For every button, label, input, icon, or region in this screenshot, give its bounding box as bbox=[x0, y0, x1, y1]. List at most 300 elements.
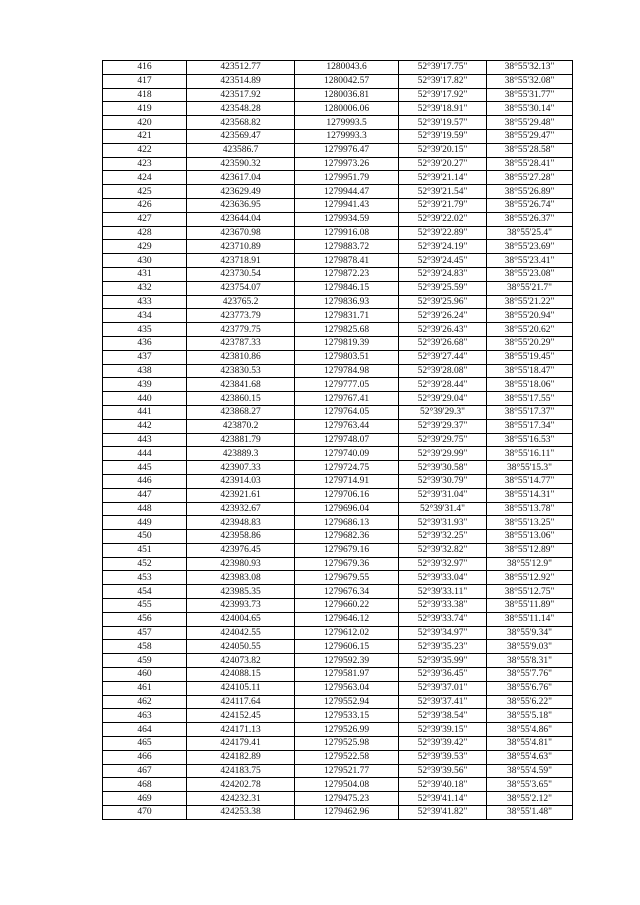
latitude-cell: 52°39'33.38" bbox=[399, 599, 487, 613]
point-number-cell: 445 bbox=[103, 461, 187, 475]
point-number-cell: 470 bbox=[103, 806, 187, 820]
latitude-cell: 52°39'39.56" bbox=[399, 764, 487, 778]
longitude-cell: 38°55'20.29" bbox=[487, 336, 573, 350]
longitude-cell: 38°55'4.86" bbox=[487, 723, 573, 737]
table-row bbox=[103, 571, 573, 585]
y-coordinate-cell: 1279552.94 bbox=[295, 695, 399, 709]
point-number-cell: 451 bbox=[103, 543, 187, 557]
x-coordinate-cell: 423773.79 bbox=[187, 309, 295, 323]
table-row bbox=[103, 295, 573, 309]
longitude-cell: 38°55'4.59" bbox=[487, 764, 573, 778]
latitude-cell: 52°39'25.59" bbox=[399, 281, 487, 295]
table-row bbox=[103, 502, 573, 516]
latitude-cell: 52°39'41.14" bbox=[399, 792, 487, 806]
longitude-cell: 38°55'12.9" bbox=[487, 557, 573, 571]
table-row bbox=[103, 557, 573, 571]
x-coordinate-cell: 424050.55 bbox=[187, 640, 295, 654]
point-number-cell: 435 bbox=[103, 323, 187, 337]
y-coordinate-cell: 1279993.3 bbox=[295, 129, 399, 143]
coordinates-table bbox=[102, 60, 573, 820]
table-row bbox=[103, 461, 573, 475]
point-number-cell: 441 bbox=[103, 405, 187, 419]
table-row bbox=[103, 419, 573, 433]
longitude-cell: 38°55'14.31" bbox=[487, 488, 573, 502]
point-number-cell: 429 bbox=[103, 240, 187, 254]
longitude-cell: 38°55'5.18" bbox=[487, 709, 573, 723]
table-row bbox=[103, 281, 573, 295]
latitude-cell: 52°39'29.37" bbox=[399, 419, 487, 433]
x-coordinate-cell: 423765.2 bbox=[187, 295, 295, 309]
y-coordinate-cell: 1279883.72 bbox=[295, 240, 399, 254]
point-number-cell: 423 bbox=[103, 157, 187, 171]
table-row bbox=[103, 116, 573, 130]
y-coordinate-cell: 1279679.16 bbox=[295, 543, 399, 557]
table-row bbox=[103, 516, 573, 530]
latitude-cell: 52°39'27.44" bbox=[399, 350, 487, 364]
longitude-cell: 38°55'12.89" bbox=[487, 543, 573, 557]
y-coordinate-cell: 1280036.81 bbox=[295, 88, 399, 102]
longitude-cell: 38°55'16.11" bbox=[487, 447, 573, 461]
longitude-cell: 38°55'17.34" bbox=[487, 419, 573, 433]
longitude-cell: 38°55'20.94" bbox=[487, 309, 573, 323]
table-row bbox=[103, 240, 573, 254]
longitude-cell: 38°55'9.03" bbox=[487, 640, 573, 654]
table-row bbox=[103, 764, 573, 778]
latitude-cell: 52°39'29.99" bbox=[399, 447, 487, 461]
latitude-cell: 52°39'19.59" bbox=[399, 129, 487, 143]
table-row bbox=[103, 336, 573, 350]
point-number-cell: 461 bbox=[103, 681, 187, 695]
y-coordinate-cell: 1279533.15 bbox=[295, 709, 399, 723]
x-coordinate-cell: 423718.91 bbox=[187, 254, 295, 268]
x-coordinate-cell: 423841.68 bbox=[187, 378, 295, 392]
y-coordinate-cell: 1279872.23 bbox=[295, 267, 399, 281]
x-coordinate-cell: 423993.73 bbox=[187, 599, 295, 613]
longitude-cell: 38°55'26.37" bbox=[487, 212, 573, 226]
longitude-cell: 38°55'30.14" bbox=[487, 102, 573, 116]
longitude-cell: 38°55'26.89" bbox=[487, 185, 573, 199]
longitude-cell: 38°55'21.22" bbox=[487, 295, 573, 309]
y-coordinate-cell: 1279526.99 bbox=[295, 723, 399, 737]
y-coordinate-cell: 1279606.15 bbox=[295, 640, 399, 654]
longitude-cell: 38°55'31.77" bbox=[487, 88, 573, 102]
longitude-cell: 38°55'15.3" bbox=[487, 461, 573, 475]
longitude-cell: 38°55'4.81" bbox=[487, 737, 573, 751]
point-number-cell: 431 bbox=[103, 267, 187, 281]
y-coordinate-cell: 1279522.58 bbox=[295, 750, 399, 764]
longitude-cell: 38°55'26.74" bbox=[487, 198, 573, 212]
point-number-cell: 467 bbox=[103, 764, 187, 778]
table-row bbox=[103, 212, 573, 226]
point-number-cell: 459 bbox=[103, 654, 187, 668]
table-row bbox=[103, 61, 573, 75]
y-coordinate-cell: 1279462.96 bbox=[295, 806, 399, 820]
x-coordinate-cell: 424073.82 bbox=[187, 654, 295, 668]
point-number-cell: 458 bbox=[103, 640, 187, 654]
table-row bbox=[103, 778, 573, 792]
x-coordinate-cell: 423980.93 bbox=[187, 557, 295, 571]
longitude-cell: 38°55'1.48" bbox=[487, 806, 573, 820]
point-number-cell: 457 bbox=[103, 626, 187, 640]
latitude-cell: 52°39'29.04" bbox=[399, 392, 487, 406]
x-coordinate-cell: 424004.65 bbox=[187, 612, 295, 626]
longitude-cell: 38°55'13.78" bbox=[487, 502, 573, 516]
x-coordinate-cell: 423870.2 bbox=[187, 419, 295, 433]
y-coordinate-cell: 1279944.47 bbox=[295, 185, 399, 199]
table-row bbox=[103, 323, 573, 337]
x-coordinate-cell: 423860.15 bbox=[187, 392, 295, 406]
latitude-cell: 52°39'40.18" bbox=[399, 778, 487, 792]
point-number-cell: 436 bbox=[103, 336, 187, 350]
y-coordinate-cell: 1279696.04 bbox=[295, 502, 399, 516]
y-coordinate-cell: 1280006.06 bbox=[295, 102, 399, 116]
point-number-cell: 463 bbox=[103, 709, 187, 723]
longitude-cell: 38°55'20.62" bbox=[487, 323, 573, 337]
x-coordinate-cell: 423548.28 bbox=[187, 102, 295, 116]
y-coordinate-cell: 1279836.93 bbox=[295, 295, 399, 309]
latitude-cell: 52°39'20.27" bbox=[399, 157, 487, 171]
table-row bbox=[103, 681, 573, 695]
longitude-cell: 38°55'23.41" bbox=[487, 254, 573, 268]
table-row bbox=[103, 599, 573, 613]
table-row bbox=[103, 474, 573, 488]
y-coordinate-cell: 1279646.12 bbox=[295, 612, 399, 626]
x-coordinate-cell: 423590.32 bbox=[187, 157, 295, 171]
latitude-cell: 52°39'38.54" bbox=[399, 709, 487, 723]
point-number-cell: 434 bbox=[103, 309, 187, 323]
y-coordinate-cell: 1280043.6 bbox=[295, 61, 399, 75]
longitude-cell: 38°55'13.06" bbox=[487, 530, 573, 544]
point-number-cell: 439 bbox=[103, 378, 187, 392]
point-number-cell: 432 bbox=[103, 281, 187, 295]
x-coordinate-cell: 424088.15 bbox=[187, 668, 295, 682]
y-coordinate-cell: 1279563.04 bbox=[295, 681, 399, 695]
point-number-cell: 426 bbox=[103, 198, 187, 212]
latitude-cell: 52°39'37.01" bbox=[399, 681, 487, 695]
x-coordinate-cell: 423958.86 bbox=[187, 530, 295, 544]
point-number-cell: 456 bbox=[103, 612, 187, 626]
latitude-cell: 52°39'24.19" bbox=[399, 240, 487, 254]
y-coordinate-cell: 1279777.05 bbox=[295, 378, 399, 392]
x-coordinate-cell: 423983.08 bbox=[187, 571, 295, 585]
longitude-cell: 38°55'29.48" bbox=[487, 116, 573, 130]
x-coordinate-cell: 423810.86 bbox=[187, 350, 295, 364]
longitude-cell: 38°55'17.55" bbox=[487, 392, 573, 406]
longitude-cell: 38°55'29.47" bbox=[487, 129, 573, 143]
x-coordinate-cell: 424183.75 bbox=[187, 764, 295, 778]
latitude-cell: 52°39'21.79" bbox=[399, 198, 487, 212]
table-row bbox=[103, 612, 573, 626]
table-row bbox=[103, 723, 573, 737]
point-number-cell: 464 bbox=[103, 723, 187, 737]
latitude-cell: 52°39'22.02" bbox=[399, 212, 487, 226]
y-coordinate-cell: 1279581.97 bbox=[295, 668, 399, 682]
table-row bbox=[103, 792, 573, 806]
latitude-cell: 52°39'20.15" bbox=[399, 143, 487, 157]
y-coordinate-cell: 1279764.05 bbox=[295, 405, 399, 419]
point-number-cell: 418 bbox=[103, 88, 187, 102]
latitude-cell: 52°39'22.89" bbox=[399, 226, 487, 240]
longitude-cell: 38°55'32.13" bbox=[487, 61, 573, 75]
x-coordinate-cell: 423636.95 bbox=[187, 198, 295, 212]
table-row bbox=[103, 226, 573, 240]
longitude-cell: 38°55'6.22" bbox=[487, 695, 573, 709]
y-coordinate-cell: 1279846.15 bbox=[295, 281, 399, 295]
x-coordinate-cell: 424105.11 bbox=[187, 681, 295, 695]
y-coordinate-cell: 1279784.98 bbox=[295, 364, 399, 378]
table-row bbox=[103, 88, 573, 102]
x-coordinate-cell: 423514.89 bbox=[187, 74, 295, 88]
latitude-cell: 52°39'35.23" bbox=[399, 640, 487, 654]
y-coordinate-cell: 1279916.08 bbox=[295, 226, 399, 240]
table-row bbox=[103, 737, 573, 751]
longitude-cell: 38°55'25.4" bbox=[487, 226, 573, 240]
table-row bbox=[103, 585, 573, 599]
latitude-cell: 52°39'37.41" bbox=[399, 695, 487, 709]
x-coordinate-cell: 423948.83 bbox=[187, 516, 295, 530]
point-number-cell: 416 bbox=[103, 61, 187, 75]
coordinates-table-body bbox=[103, 61, 573, 820]
y-coordinate-cell: 1280042.57 bbox=[295, 74, 399, 88]
point-number-cell: 452 bbox=[103, 557, 187, 571]
x-coordinate-cell: 423754.07 bbox=[187, 281, 295, 295]
point-number-cell: 417 bbox=[103, 74, 187, 88]
longitude-cell: 38°55'32.08" bbox=[487, 74, 573, 88]
y-coordinate-cell: 1279740.09 bbox=[295, 447, 399, 461]
point-number-cell: 468 bbox=[103, 778, 187, 792]
table-row bbox=[103, 392, 573, 406]
longitude-cell: 38°55'6.76" bbox=[487, 681, 573, 695]
table-row bbox=[103, 309, 573, 323]
latitude-cell: 52°39'34.97" bbox=[399, 626, 487, 640]
point-number-cell: 419 bbox=[103, 102, 187, 116]
table-row bbox=[103, 198, 573, 212]
x-coordinate-cell: 424117.64 bbox=[187, 695, 295, 709]
table-row bbox=[103, 530, 573, 544]
point-number-cell: 448 bbox=[103, 502, 187, 516]
x-coordinate-cell: 423985.35 bbox=[187, 585, 295, 599]
point-number-cell: 446 bbox=[103, 474, 187, 488]
y-coordinate-cell: 1279767.41 bbox=[295, 392, 399, 406]
y-coordinate-cell: 1279592.39 bbox=[295, 654, 399, 668]
x-coordinate-cell: 423868.27 bbox=[187, 405, 295, 419]
table-row bbox=[103, 378, 573, 392]
table-row bbox=[103, 185, 573, 199]
latitude-cell: 52°39'26.43" bbox=[399, 323, 487, 337]
latitude-cell: 52°39'41.82" bbox=[399, 806, 487, 820]
x-coordinate-cell: 423512.77 bbox=[187, 61, 295, 75]
longitude-cell: 38°55'11.89" bbox=[487, 599, 573, 613]
x-coordinate-cell: 423779.75 bbox=[187, 323, 295, 337]
point-number-cell: 420 bbox=[103, 116, 187, 130]
point-number-cell: 437 bbox=[103, 350, 187, 364]
latitude-cell: 52°39'32.97" bbox=[399, 557, 487, 571]
y-coordinate-cell: 1279748.07 bbox=[295, 433, 399, 447]
table-row bbox=[103, 543, 573, 557]
table-row bbox=[103, 654, 573, 668]
table-row bbox=[103, 129, 573, 143]
point-number-cell: 428 bbox=[103, 226, 187, 240]
longitude-cell: 38°55'18.47" bbox=[487, 364, 573, 378]
point-number-cell: 453 bbox=[103, 571, 187, 585]
table-row bbox=[103, 267, 573, 281]
x-coordinate-cell: 423586.7 bbox=[187, 143, 295, 157]
latitude-cell: 52°39'39.15" bbox=[399, 723, 487, 737]
latitude-cell: 52°39'18.91" bbox=[399, 102, 487, 116]
table-row bbox=[103, 640, 573, 654]
y-coordinate-cell: 1279521.77 bbox=[295, 764, 399, 778]
latitude-cell: 52°39'29.3" bbox=[399, 405, 487, 419]
y-coordinate-cell: 1279951.79 bbox=[295, 171, 399, 185]
y-coordinate-cell: 1279973.26 bbox=[295, 157, 399, 171]
table-row bbox=[103, 405, 573, 419]
longitude-cell: 38°55'18.06" bbox=[487, 378, 573, 392]
table-row bbox=[103, 695, 573, 709]
point-number-cell: 433 bbox=[103, 295, 187, 309]
longitude-cell: 38°55'27.28" bbox=[487, 171, 573, 185]
point-number-cell: 425 bbox=[103, 185, 187, 199]
y-coordinate-cell: 1279676.34 bbox=[295, 585, 399, 599]
latitude-cell: 52°39'31.04" bbox=[399, 488, 487, 502]
point-number-cell: 466 bbox=[103, 750, 187, 764]
y-coordinate-cell: 1279724.75 bbox=[295, 461, 399, 475]
latitude-cell: 52°39'26.24" bbox=[399, 309, 487, 323]
x-coordinate-cell: 424179.41 bbox=[187, 737, 295, 751]
table-row bbox=[103, 806, 573, 820]
x-coordinate-cell: 423517.92 bbox=[187, 88, 295, 102]
point-number-cell: 424 bbox=[103, 171, 187, 185]
x-coordinate-cell: 424253.38 bbox=[187, 806, 295, 820]
x-coordinate-cell: 423830.53 bbox=[187, 364, 295, 378]
y-coordinate-cell: 1279682.36 bbox=[295, 530, 399, 544]
x-coordinate-cell: 423617.04 bbox=[187, 171, 295, 185]
point-number-cell: 440 bbox=[103, 392, 187, 406]
table-row bbox=[103, 709, 573, 723]
y-coordinate-cell: 1279934.59 bbox=[295, 212, 399, 226]
x-coordinate-cell: 424152.45 bbox=[187, 709, 295, 723]
longitude-cell: 38°55'7.76" bbox=[487, 668, 573, 682]
y-coordinate-cell: 1279686.13 bbox=[295, 516, 399, 530]
table-row bbox=[103, 433, 573, 447]
table-row bbox=[103, 157, 573, 171]
y-coordinate-cell: 1279819.39 bbox=[295, 336, 399, 350]
y-coordinate-cell: 1279475.23 bbox=[295, 792, 399, 806]
y-coordinate-cell: 1279825.68 bbox=[295, 323, 399, 337]
latitude-cell: 52°39'31.4" bbox=[399, 502, 487, 516]
y-coordinate-cell: 1279612.02 bbox=[295, 626, 399, 640]
x-coordinate-cell: 423907.33 bbox=[187, 461, 295, 475]
y-coordinate-cell: 1279525.98 bbox=[295, 737, 399, 751]
latitude-cell: 52°39'39.53" bbox=[399, 750, 487, 764]
y-coordinate-cell: 1279714.91 bbox=[295, 474, 399, 488]
point-number-cell: 465 bbox=[103, 737, 187, 751]
latitude-cell: 52°39'29.75" bbox=[399, 433, 487, 447]
table-row bbox=[103, 626, 573, 640]
longitude-cell: 38°55'4.63" bbox=[487, 750, 573, 764]
y-coordinate-cell: 1279941.43 bbox=[295, 198, 399, 212]
point-number-cell: 438 bbox=[103, 364, 187, 378]
y-coordinate-cell: 1279803.51 bbox=[295, 350, 399, 364]
y-coordinate-cell: 1279993.5 bbox=[295, 116, 399, 130]
point-number-cell: 442 bbox=[103, 419, 187, 433]
latitude-cell: 52°39'39.42" bbox=[399, 737, 487, 751]
longitude-cell: 38°55'23.08" bbox=[487, 267, 573, 281]
y-coordinate-cell: 1279679.36 bbox=[295, 557, 399, 571]
longitude-cell: 38°55'16.53" bbox=[487, 433, 573, 447]
point-number-cell: 447 bbox=[103, 488, 187, 502]
point-number-cell: 444 bbox=[103, 447, 187, 461]
table-row bbox=[103, 750, 573, 764]
latitude-cell: 52°39'17.92" bbox=[399, 88, 487, 102]
latitude-cell: 52°39'28.44" bbox=[399, 378, 487, 392]
latitude-cell: 52°39'17.82" bbox=[399, 74, 487, 88]
latitude-cell: 52°39'30.58" bbox=[399, 461, 487, 475]
y-coordinate-cell: 1279763.44 bbox=[295, 419, 399, 433]
x-coordinate-cell: 423730.54 bbox=[187, 267, 295, 281]
y-coordinate-cell: 1279706.16 bbox=[295, 488, 399, 502]
x-coordinate-cell: 423670.98 bbox=[187, 226, 295, 240]
longitude-cell: 38°55'9.34" bbox=[487, 626, 573, 640]
longitude-cell: 38°55'17.37" bbox=[487, 405, 573, 419]
latitude-cell: 52°39'24.83" bbox=[399, 267, 487, 281]
latitude-cell: 52°39'35.99" bbox=[399, 654, 487, 668]
longitude-cell: 38°55'3.65" bbox=[487, 778, 573, 792]
x-coordinate-cell: 423644.04 bbox=[187, 212, 295, 226]
latitude-cell: 52°39'19.57" bbox=[399, 116, 487, 130]
longitude-cell: 38°55'23.69" bbox=[487, 240, 573, 254]
point-number-cell: 469 bbox=[103, 792, 187, 806]
point-number-cell: 430 bbox=[103, 254, 187, 268]
x-coordinate-cell: 423568.82 bbox=[187, 116, 295, 130]
latitude-cell: 52°39'26.68" bbox=[399, 336, 487, 350]
x-coordinate-cell: 424171.13 bbox=[187, 723, 295, 737]
y-coordinate-cell: 1279831.71 bbox=[295, 309, 399, 323]
point-number-cell: 462 bbox=[103, 695, 187, 709]
latitude-cell: 52°39'25.96" bbox=[399, 295, 487, 309]
point-number-cell: 422 bbox=[103, 143, 187, 157]
longitude-cell: 38°55'14.77" bbox=[487, 474, 573, 488]
table-row bbox=[103, 364, 573, 378]
point-number-cell: 443 bbox=[103, 433, 187, 447]
table-row bbox=[103, 350, 573, 364]
x-coordinate-cell: 424232.31 bbox=[187, 792, 295, 806]
x-coordinate-cell: 424042.55 bbox=[187, 626, 295, 640]
latitude-cell: 52°39'30.79" bbox=[399, 474, 487, 488]
latitude-cell: 52°39'32.25" bbox=[399, 530, 487, 544]
x-coordinate-cell: 424182.89 bbox=[187, 750, 295, 764]
table-row bbox=[103, 488, 573, 502]
x-coordinate-cell: 423710.89 bbox=[187, 240, 295, 254]
longitude-cell: 38°55'12.75" bbox=[487, 585, 573, 599]
table-row bbox=[103, 143, 573, 157]
x-coordinate-cell: 423914.03 bbox=[187, 474, 295, 488]
latitude-cell: 52°39'17.75" bbox=[399, 61, 487, 75]
longitude-cell: 38°55'19.45" bbox=[487, 350, 573, 364]
table-row bbox=[103, 171, 573, 185]
x-coordinate-cell: 423881.79 bbox=[187, 433, 295, 447]
longitude-cell: 38°55'11.14" bbox=[487, 612, 573, 626]
longitude-cell: 38°55'12.92" bbox=[487, 571, 573, 585]
latitude-cell: 52°39'28.08" bbox=[399, 364, 487, 378]
longitude-cell: 38°55'2.12" bbox=[487, 792, 573, 806]
longitude-cell: 38°55'28.58" bbox=[487, 143, 573, 157]
longitude-cell: 38°55'28.41" bbox=[487, 157, 573, 171]
point-number-cell: 427 bbox=[103, 212, 187, 226]
latitude-cell: 52°39'33.74" bbox=[399, 612, 487, 626]
x-coordinate-cell: 423921.61 bbox=[187, 488, 295, 502]
x-coordinate-cell: 424202.78 bbox=[187, 778, 295, 792]
latitude-cell: 52°39'21.54" bbox=[399, 185, 487, 199]
